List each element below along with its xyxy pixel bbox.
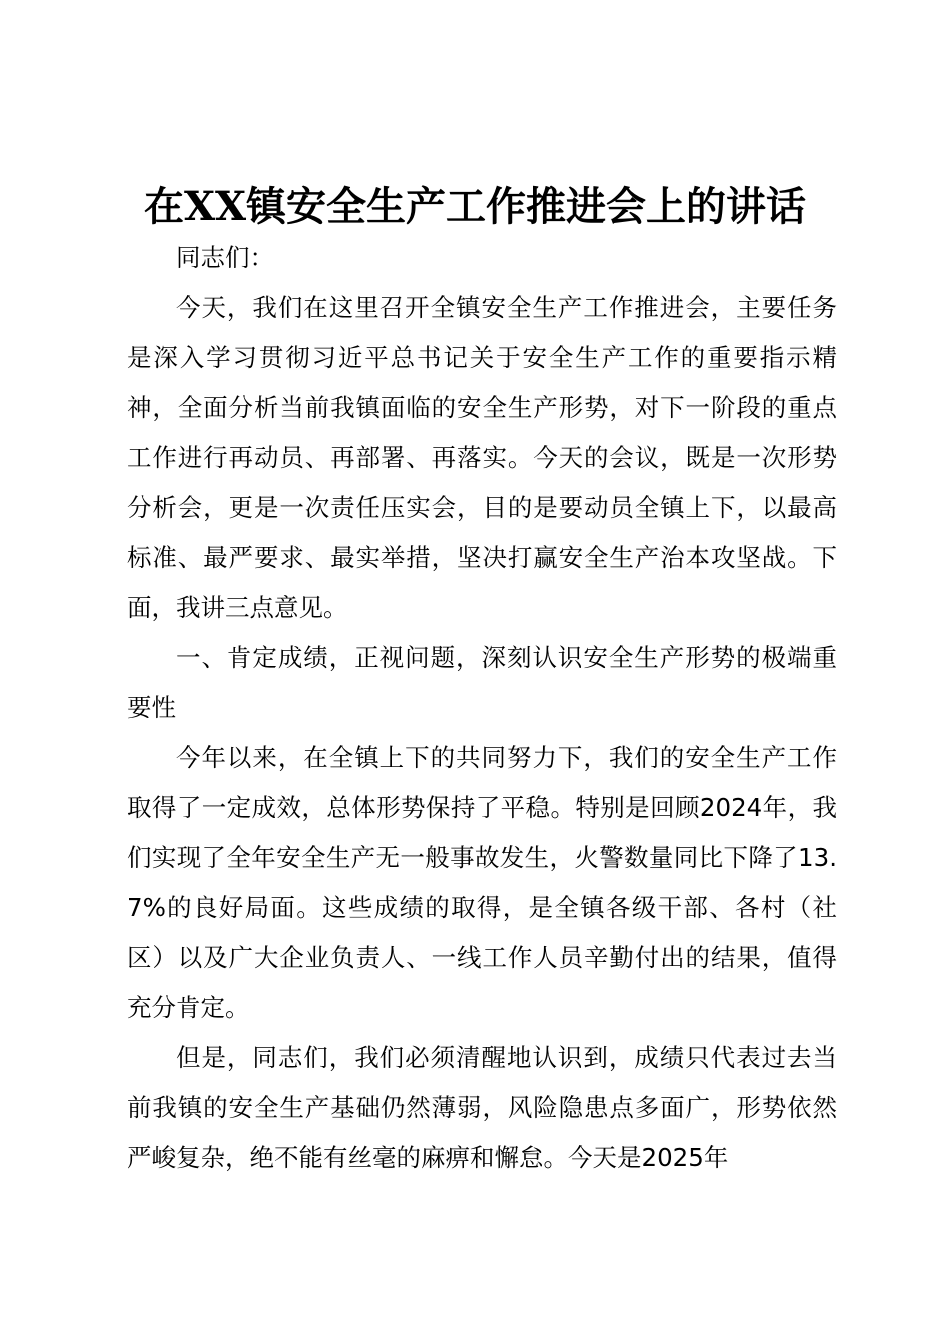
problems-paragraph: 但是，同志们，我们必须清醒地认识到，成绩只代表过去当前我镇的安全生产基础仍然薄弱，风险隐患点多面广，形势依然严峻复杂，绝不能有丝毫的麻痹和懈怠。今天是2025年 — [127, 1043, 837, 1172]
document-title: 在XX镇安全生产工作推进会上的讲话 — [143, 183, 807, 230]
achievements-paragraph: 今年以来，在全镇上下的共同努力下，我们的安全生产工作取得了一定成效，总体形势保持了平稳。特别是回顾2024年，我们实现了全年安全生产无一般事故发生，火警数量同比下降了13.7%的良好局面。这些成绩的取得，是全镇各级干部、各村（社区）以及广大企业负责人、一线工作人员辛勤付出的结果，值得充分肯定。 — [127, 743, 837, 1022]
document-body — [127, 233, 837, 1183]
intro-paragraph: 今天，我们在这里召开全镇安全生产工作推进会，主要任务是深入学习贯彻习近平总书记关于安全生产工作的重要指示精神，全面分析当前我镇面临的安全生产形势，对下一阶段的重点工作进行再动员、再部署、再落实。今天的会议，既是一次形势分析会，更是一次责任压实会，目的是要动员全镇上下，以最高标准、最严要求、最实举措，坚决打赢安全生产治本攻坚战。下面，我讲三点意见。 — [127, 293, 837, 622]
section-heading-1: 一、肯定成绩，正视问题，深刻认识安全生产形势的极端重要性 — [127, 643, 837, 722]
salutation-paragraph: 同志们： — [176, 243, 274, 272]
